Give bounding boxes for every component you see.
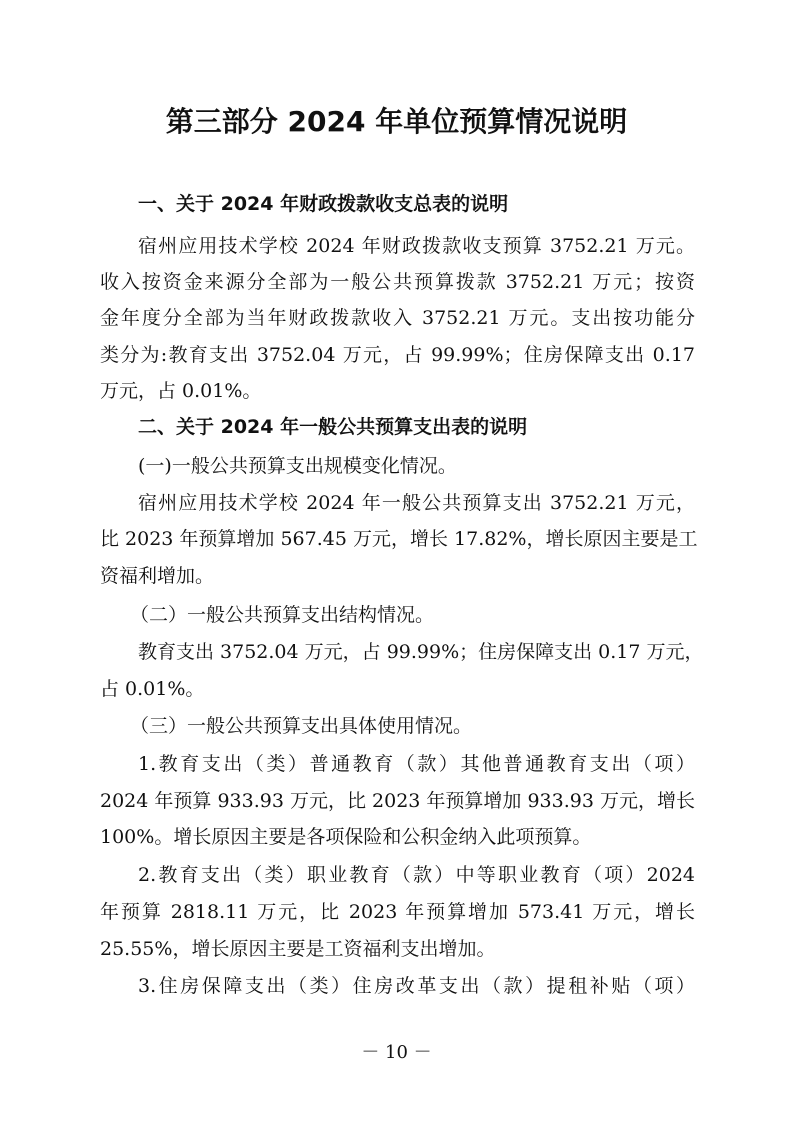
- section-heading-2: 二、关于 2024 年一般公共预算支出表的说明: [138, 416, 528, 438]
- paragraph-line: 收入按资金来源分全部为一般公共预算拨款 3752.21 万元；按资: [100, 271, 695, 293]
- paragraph-line: 25.55%，增长原因主要是工资福利支出增加。: [100, 938, 496, 960]
- paragraph-line: 类分为:教育支出 3752.04 万元，占 99.99%；住房保障支出 0.17: [100, 344, 695, 366]
- paragraph-line: 年预算 2818.11 万元，比 2023 年预算增加 573.41 万元，增长: [100, 901, 695, 923]
- paragraph-line: 占 0.01%。: [100, 678, 205, 700]
- paragraph-line: 2.教育支出（类）职业教育（款）中等职业教育（项）2024: [138, 864, 695, 886]
- paragraph-line: 1.教育支出（类）普通教育（款）其他普通教育支出（项）: [138, 753, 695, 775]
- subsection-heading: （三）一般公共预算支出具体使用情况。: [130, 715, 473, 737]
- subsection-heading: (一)一般公共预算支出规模变化情况。: [138, 455, 457, 477]
- paragraph-line: 资福利增加。: [100, 565, 215, 587]
- paragraph-line: 2024 年预算 933.93 万元，比 2023 年预算增加 933.93 万元，增长: [100, 790, 695, 812]
- paragraph-line: 3.住房保障支出（类）住房改革支出（款）提租补贴（项）: [138, 975, 695, 997]
- paragraph-line: 万元，占 0.01%。: [100, 380, 262, 402]
- paragraph-line: 宿州应用技术学校 2024 年一般公共预算支出 3752.21 万元，: [138, 492, 695, 514]
- section-heading-1: 一、关于 2024 年财政拨款收支总表的说明: [138, 193, 509, 215]
- paragraph-line: 宿州应用技术学校 2024 年财政拨款收支预算 3752.21 万元。: [138, 235, 695, 257]
- page-title: 第三部分 2024 年单位预算情况说明: [165, 105, 628, 138]
- paragraph-line: 金年度分全部为当年财政拨款收入 3752.21 万元。支出按功能分: [100, 307, 695, 329]
- paragraph-line: 比 2023 年预算增加 567.45 万元，增长 17.82%，增长原因主要是工: [100, 528, 698, 550]
- paragraph-line: 教育支出 3752.04 万元，占 99.99%；住房保障支出 0.17 万元，: [138, 641, 704, 663]
- subsection-heading: （二）一般公共预算支出结构情况。: [130, 604, 435, 626]
- paragraph-line: 100%。增长原因主要是各项保险和公积金纳入此项预算。: [100, 826, 592, 848]
- page-number: － 10 －: [361, 1042, 432, 1063]
